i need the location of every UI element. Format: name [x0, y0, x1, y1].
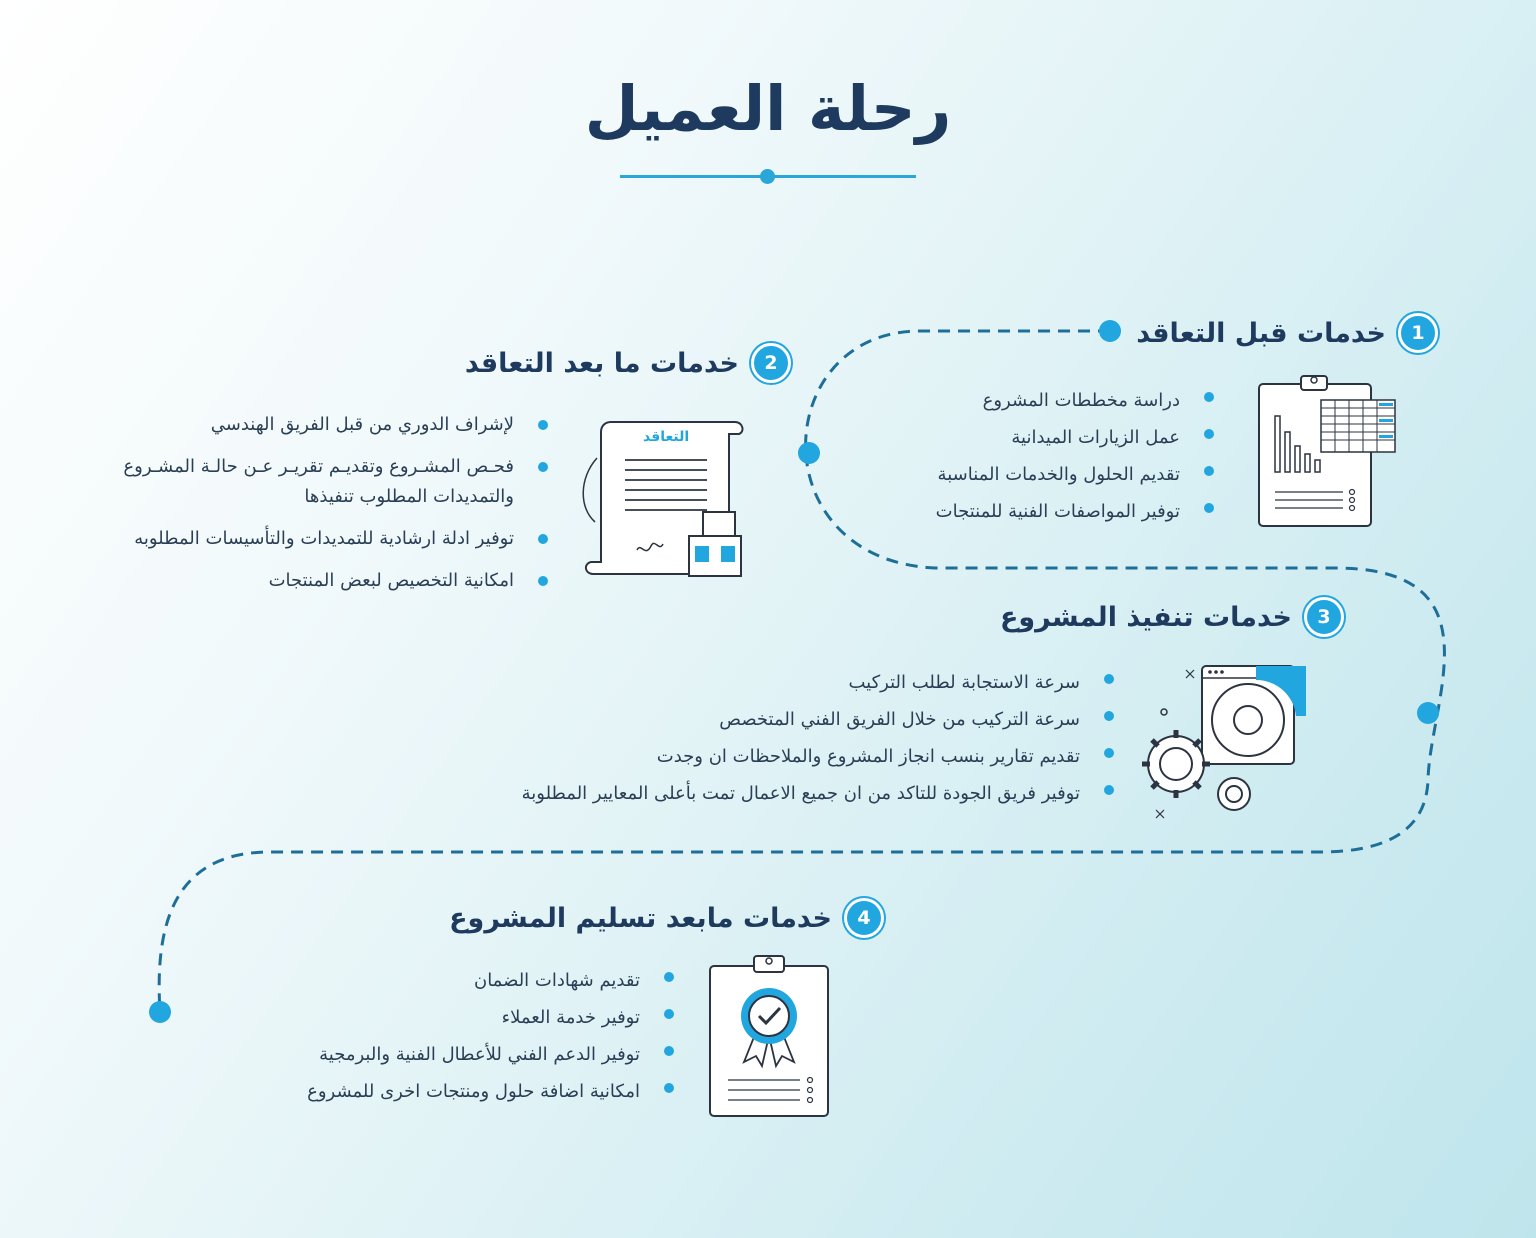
section-title: خدمات قبل التعاقد	[1136, 317, 1386, 349]
list-item: سرعة الاستجابة لطلب التركيب	[522, 664, 1114, 701]
list-item: تقديم تقارير بنسب انجاز المشروع والملاحظات ان وجدت	[522, 738, 1114, 775]
step-number-badge: 4	[844, 898, 884, 938]
clipboard-chart-icon	[1255, 372, 1400, 532]
section-3-heading	[1000, 597, 1344, 637]
list-item: توفير الدعم الفني للأعطال الفنية والبرمجية	[307, 1036, 674, 1073]
certificate-badge-icon	[704, 952, 834, 1122]
list-item: توفير فريق الجودة للتاكد من ان جميع الاعمال تمت بأعلى المعايير المطلوبة	[522, 775, 1114, 812]
step-number-badge: 2	[751, 343, 791, 383]
section-2-heading	[465, 343, 791, 383]
contract-label: التعاقد	[643, 429, 690, 445]
list-item: امكانية التخصيص لبعض المنتجات	[68, 566, 548, 596]
contract-document-icon	[575, 418, 750, 583]
section-3-list	[522, 664, 1114, 812]
list-item: توفير المواصفات الفنية للمنتجات	[936, 493, 1214, 530]
journey-dot	[149, 1001, 171, 1023]
list-item: امكانية اضافة حلول ومنتجات اخرى للمشروع	[307, 1073, 674, 1110]
section-title: خدمات مابعد تسليم المشروع	[449, 902, 832, 934]
journey-dot	[1099, 320, 1121, 342]
list-item: سرعة التركيب من خلال الفريق الفني المتخصص	[522, 701, 1114, 738]
step-number-badge: 1	[1398, 313, 1438, 353]
list-item: توفير خدمة العملاء	[307, 999, 674, 1036]
journey-dot	[1417, 702, 1439, 724]
list-item: توفير ادلة ارشادية للتمديدات والتأسيسات المطلوبه	[68, 524, 548, 554]
list-item: فحـص المشـروع وتقديـم تقريـر عـن حالـة المشـروع والتمديدات المطلوب تنفيذها	[68, 452, 548, 512]
step-number-badge: 3	[1304, 597, 1344, 637]
gears-dashboard-icon	[1138, 660, 1313, 820]
list-item: تقديم الحلول والخدمات المناسبة	[936, 456, 1214, 493]
section-1-heading	[1136, 313, 1438, 353]
page-title: رحلة العميل	[584, 72, 952, 145]
list-item: عمل الزيارات الميدانية	[936, 419, 1214, 456]
section-title: خدمات تنفيذ المشروع	[999, 601, 1292, 633]
section-4-heading	[449, 898, 884, 938]
section-2-list	[68, 410, 548, 596]
section-1-list	[936, 382, 1214, 530]
journey-dot	[798, 442, 820, 464]
section-4-list	[307, 962, 674, 1110]
list-item: تقديم شهادات الضمان	[307, 962, 674, 999]
list-item: دراسة مخططات المشروع	[936, 382, 1214, 419]
list-item: لإشراف الدوري من قبل الفريق الهندسي	[68, 410, 548, 440]
section-title: خدمات ما بعد التعاقد	[464, 347, 739, 379]
